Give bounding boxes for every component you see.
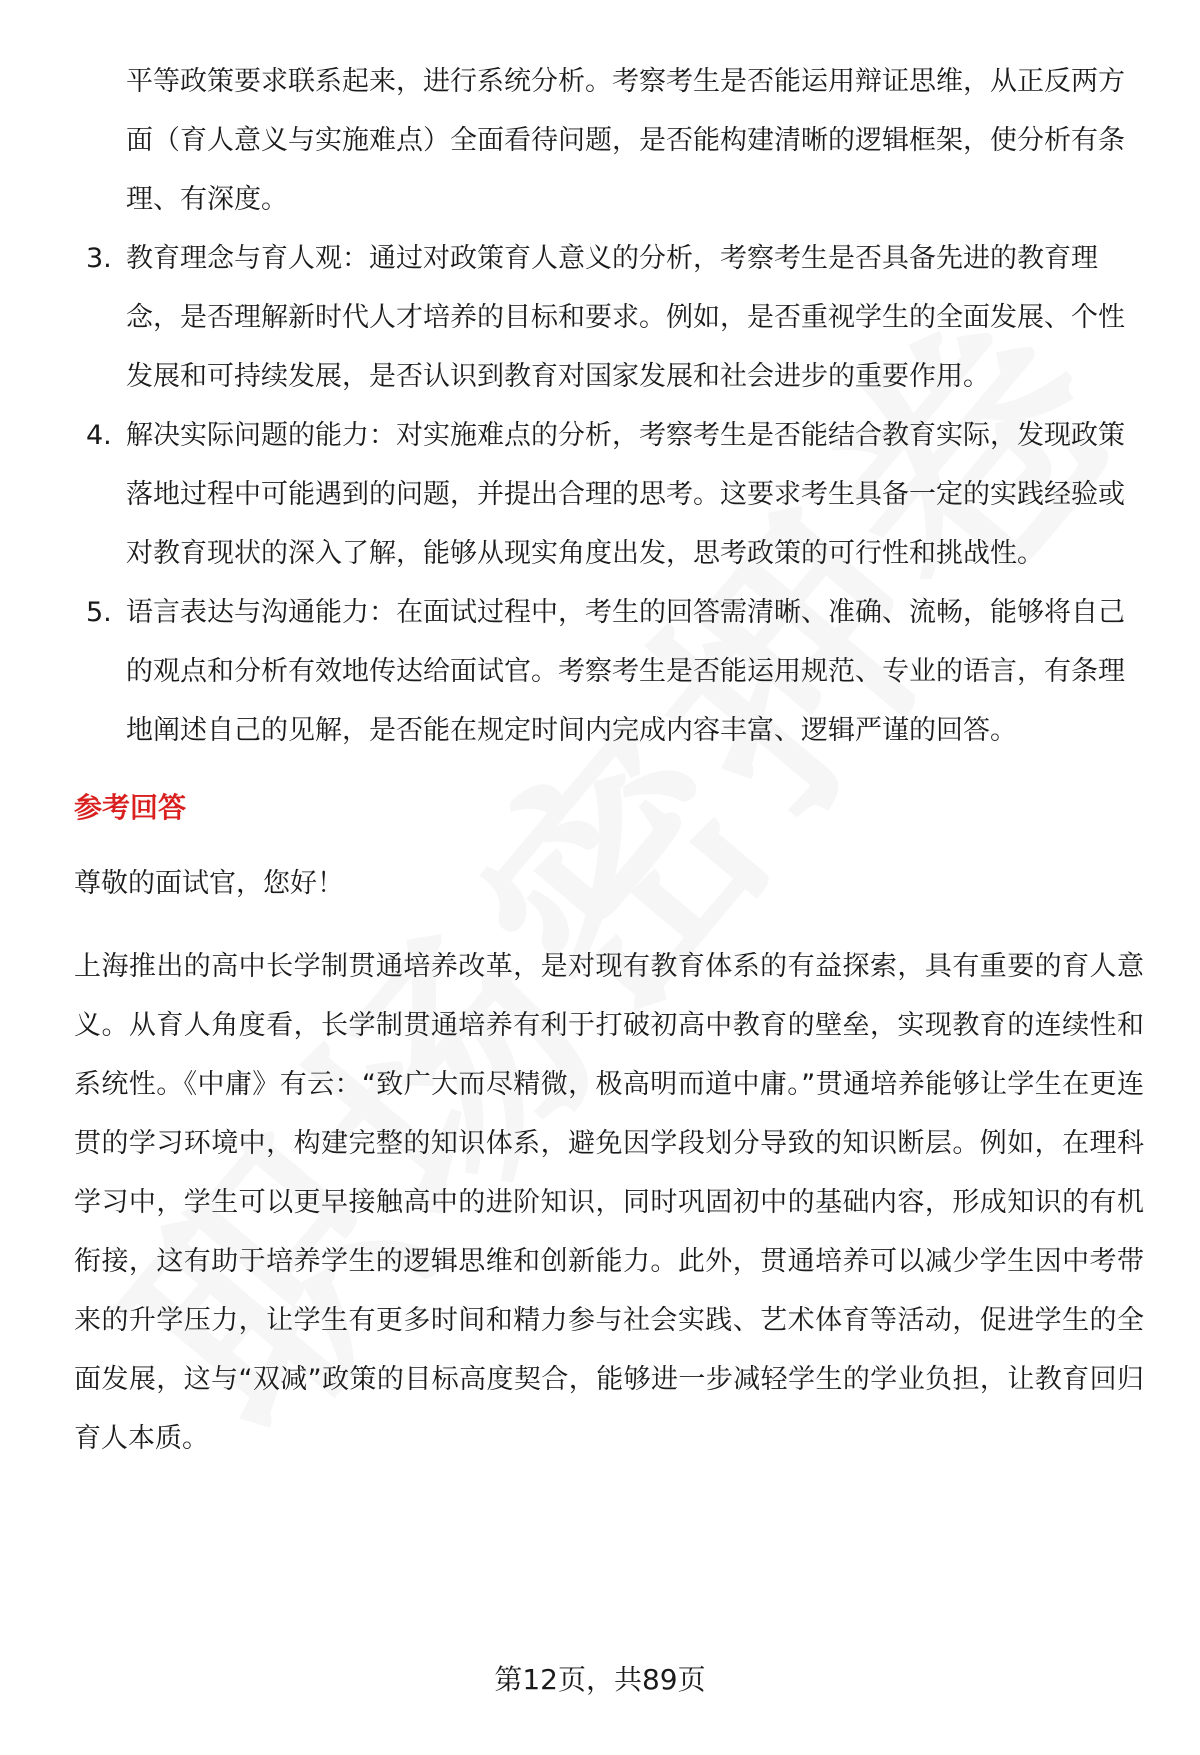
answer-paragraph: 上海推出的高中长学制贯通培养改革，是对现有教育体系的有益探索，具有重要的育人意义。从育人角度看，长学制贯通培养有利于打破初高中教育的壁垒，实现教育的连续性和系统性。《中庸》有云：“致广大而尽精微，极高明而道中庸。”贯通培养能够让学生在更连贯的学习环境中，构建完整的知识体系，避免因学段划分导致的知识断层。例如，在理科学习中，学生可以更早接触高中的进阶知识，同时巩固初中的基础内容，形成知识的有机衔接，这有助于培养学生的逻辑思维和创新能力。此外，贯通培养可以减少学生因中考带来的升学压力，让学生有更多时间和精力参与社会实践、艺术体育等活动，促进学生的全面发展，这与“双减”政策的目标高度契合，能够进一步减轻学生的学业负担，让教育回归育人本质。 (74, 951, 1144, 1454)
criteria-list (74, 229, 1144, 760)
criteria-item-4 (74, 406, 1144, 583)
list-number: 3. (86, 243, 112, 274)
list-item-text: 解决实际问题的能力：对实施难点的分析，考察考生是否能结合教育实际，发现政策落地过程中可能遇到的问题，并提出合理的思考。这要求考生具备一定的实践经验或对教育现状的深入了解，能够从现实角度出发，思考政策的可行性和挑战性。 (126, 420, 1125, 569)
list-item-text: 语言表达与沟通能力：在面试过程中，考生的回答需清晰、准确、流畅，能够将自己的观点和分析有效地传达给面试官。考察考生是否能运用规范、专业的语言，有条理地阐述自己的见解，是否能在规定时间内完成内容丰富、逻辑严谨的回答。 (126, 597, 1125, 746)
continuation-paragraph: 平等政策要求联系起来，进行系统分析。考察考生是否能运用辩证思维，从正反两方面（育人意义与实施难点）全面看待问题，是否能构建清晰的逻辑框架，使分析有条理、有深度。 (126, 66, 1125, 215)
criteria-item-5 (74, 583, 1144, 760)
greeting-text: 尊敬的面试官，您好！ (74, 868, 344, 899)
page-content (74, 52, 1144, 1468)
list-number: 4. (86, 420, 112, 451)
section-title-reference-answer: 参考回答 (74, 791, 187, 824)
criteria-item-3 (74, 229, 1144, 406)
page-number-footer: 第12页，共89页 (494, 1663, 706, 1696)
list-number: 5. (86, 597, 112, 628)
list-item-text: 教育理念与育人观：通过对政策育人意义的分析，考察考生是否具备先进的教育理念，是否理解新时代人才培养的目标和要求。例如，是否重视学生的全面发展、个性发展和可持续发展，是否认识到教育对国家发展和社会进步的重要作用。 (126, 243, 1125, 392)
